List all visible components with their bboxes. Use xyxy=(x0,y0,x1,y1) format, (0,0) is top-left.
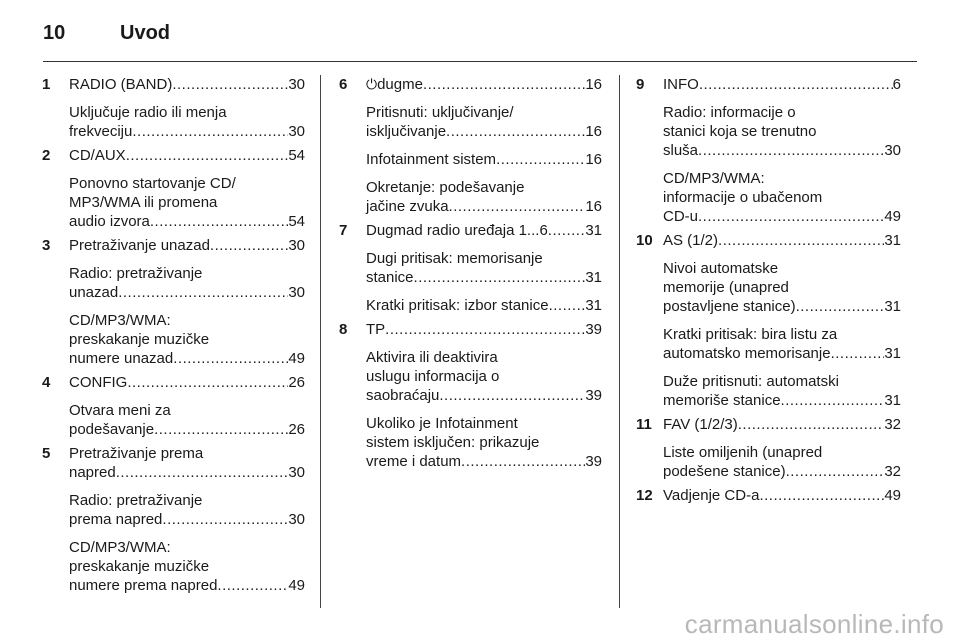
entry-text: Ukoliko je Infotainment xyxy=(366,415,518,432)
leader-dots xyxy=(698,207,884,226)
entry-text: dugme xyxy=(377,76,423,93)
entry-line xyxy=(663,122,901,141)
entry-paragraph xyxy=(69,491,305,529)
entry-line xyxy=(69,311,305,330)
leader-dots xyxy=(549,296,586,315)
entry-line xyxy=(366,197,602,216)
entry-body xyxy=(69,146,305,231)
entry-line xyxy=(366,386,602,405)
index-entry xyxy=(42,146,305,231)
entry-paragraph xyxy=(69,264,305,302)
leader-dots xyxy=(738,415,885,434)
leader-dots xyxy=(423,75,585,94)
entry-line xyxy=(69,538,305,557)
entry-text: Dugmad radio uređaja 1...6 xyxy=(366,222,548,239)
entry-line xyxy=(663,188,901,207)
entry-number: 2 xyxy=(42,147,51,164)
entry-line xyxy=(366,452,602,471)
watermark: carmanualsonline.info xyxy=(684,609,944,639)
entry-text: saobraćaju xyxy=(366,387,440,404)
entry-line xyxy=(663,486,901,505)
entry-paragraph xyxy=(69,146,305,165)
entry-text: isključivanje xyxy=(366,123,447,140)
column-1 xyxy=(42,75,305,595)
entry-body xyxy=(366,320,602,471)
leader-dots xyxy=(698,141,884,160)
entry-text: Ponovno startovanje CD/ xyxy=(69,175,236,192)
entry-paragraph xyxy=(663,259,901,316)
entry-number: 5 xyxy=(42,445,51,462)
entry-text: uslugu informacija o xyxy=(366,368,500,385)
entry-line xyxy=(69,212,305,231)
entry-paragraph xyxy=(69,538,305,595)
page-reference[interactable]: 32 xyxy=(884,416,901,433)
entry-line xyxy=(366,249,602,268)
column-2 xyxy=(339,75,602,471)
entry-paragraph xyxy=(69,236,305,255)
leader-dots xyxy=(414,268,586,287)
entry-paragraph xyxy=(366,414,602,471)
entry-text: sistem isključen: prikazuje xyxy=(366,434,540,451)
entry-paragraph xyxy=(366,221,602,240)
entry-text: CD/MP3/WMA: xyxy=(69,312,171,329)
page-reference[interactable]: 49 xyxy=(288,577,305,594)
entry-body xyxy=(663,231,901,410)
page-reference[interactable]: 31 xyxy=(884,392,901,409)
entry-line xyxy=(366,122,602,141)
entry-paragraph xyxy=(69,311,305,368)
entry-text: Nivoi automatske xyxy=(663,260,779,277)
entry-line xyxy=(663,231,901,250)
entry-body xyxy=(663,75,901,226)
entry-body xyxy=(69,444,305,595)
column-divider xyxy=(619,75,620,608)
entry-number: 11 xyxy=(636,416,652,433)
page-reference[interactable]: 54 xyxy=(288,213,305,230)
leader-dots xyxy=(116,463,289,482)
entry-line xyxy=(69,373,305,392)
index-entry xyxy=(339,221,602,315)
entry-text: Radio: pretraživanje xyxy=(69,265,203,282)
entry-text: informacije o ubačenom xyxy=(663,189,823,206)
index-entry xyxy=(636,486,901,505)
page-reference[interactable]: 49 xyxy=(884,487,901,504)
entry-paragraph xyxy=(366,249,602,287)
entry-line xyxy=(69,491,305,510)
entry-text: Pritisnuti: uključivanje/ xyxy=(366,104,514,121)
page-reference[interactable]: 54 xyxy=(288,147,305,164)
index-entry xyxy=(42,236,305,368)
entry-text: Otvara meni za xyxy=(69,402,171,419)
entry-text: Radio: pretraživanje xyxy=(69,492,203,509)
entry-line xyxy=(69,576,305,595)
entry-text: CD/AUX xyxy=(69,147,126,164)
entry-body xyxy=(663,486,901,505)
entry-line xyxy=(366,75,602,94)
entry-text: Pretraživanje unazad xyxy=(69,237,210,254)
leader-dots xyxy=(154,420,288,439)
entry-number: 12 xyxy=(636,487,653,504)
index-entry xyxy=(636,75,901,226)
entry-body xyxy=(69,373,305,439)
index-entry xyxy=(636,231,901,410)
entry-line xyxy=(663,207,901,226)
entry-line xyxy=(69,557,305,576)
leader-dots xyxy=(126,146,289,165)
entry-line xyxy=(663,372,901,391)
entry-line xyxy=(663,75,901,94)
entry-text: preskakanje muzičke xyxy=(69,558,210,575)
entry-text: Duže pritisnuti: automatski xyxy=(663,373,839,390)
leader-dots xyxy=(449,197,586,216)
entry-number: 8 xyxy=(339,321,348,338)
leader-dots xyxy=(118,283,288,302)
leader-dots xyxy=(718,231,884,250)
entry-text: numere unazad xyxy=(69,350,174,367)
power-icon: ⏻ xyxy=(366,76,378,92)
entry-paragraph xyxy=(366,296,602,315)
entry-line xyxy=(366,178,602,197)
entry-text: CD/MP3/WMA: xyxy=(69,539,171,556)
entry-paragraph xyxy=(69,444,305,482)
page-reference[interactable]: 31 xyxy=(884,232,901,249)
entry-line xyxy=(366,367,602,386)
page-reference[interactable]: 30 xyxy=(288,123,305,140)
entry-line xyxy=(69,122,305,141)
page-reference[interactable]: 30 xyxy=(288,464,305,481)
entry-line xyxy=(69,283,305,302)
entry-text: AS (1/2) xyxy=(663,232,719,249)
entry-line xyxy=(663,443,901,462)
entry-paragraph xyxy=(663,231,901,250)
entry-paragraph xyxy=(366,320,602,339)
page-reference[interactable]: 39 xyxy=(585,321,602,338)
entry-line xyxy=(69,264,305,283)
leader-dots xyxy=(496,150,585,169)
index-entry xyxy=(339,320,602,471)
entry-line xyxy=(69,463,305,482)
entry-number: 3 xyxy=(42,237,51,254)
page-reference[interactable]: 32 xyxy=(884,463,901,480)
entry-line xyxy=(69,146,305,165)
page-reference[interactable]: 26 xyxy=(288,374,305,391)
entry-paragraph xyxy=(69,373,305,392)
entry-line xyxy=(663,391,901,410)
entry-number: 7 xyxy=(339,222,348,239)
page-reference[interactable]: 39 xyxy=(585,387,602,404)
entry-paragraph xyxy=(663,415,901,434)
entry-line xyxy=(69,444,305,463)
leader-dots xyxy=(172,75,288,94)
page-reference[interactable]: 31 xyxy=(585,222,602,239)
leader-dots xyxy=(548,221,586,240)
index-entry xyxy=(42,75,305,141)
page-reference[interactable]: 31 xyxy=(585,297,602,314)
entry-text: MP3/WMA ili promena xyxy=(69,194,218,211)
entry-line xyxy=(366,150,602,169)
entry-text: Vadjenje CD-a xyxy=(663,487,760,504)
leader-dots xyxy=(439,386,585,405)
entry-text: Uključuje radio ili menja xyxy=(69,104,227,121)
entry-body xyxy=(366,75,602,216)
page-reference[interactable]: 16 xyxy=(585,198,602,215)
entry-text: Okretanje: podešavanje xyxy=(366,179,525,196)
leader-dots xyxy=(461,452,585,471)
entry-line xyxy=(69,236,305,255)
entry-text: Infotainment sistem xyxy=(366,151,497,168)
page-number: 10 xyxy=(43,21,66,44)
entry-line xyxy=(663,103,901,122)
entry-paragraph xyxy=(366,150,602,169)
page-reference[interactable]: 30 xyxy=(288,237,305,254)
page-reference[interactable]: 31 xyxy=(585,269,602,286)
page-reference[interactable]: 6 xyxy=(892,76,901,93)
entry-text: postavljene stanice) xyxy=(663,298,796,315)
header-rule xyxy=(43,61,917,62)
entry-text: stanice xyxy=(366,269,414,286)
entry-text: RADIO (BAND) xyxy=(69,76,173,93)
entry-number: 9 xyxy=(636,76,645,93)
entry-text: podešene stanice) xyxy=(663,463,786,480)
leader-dots xyxy=(786,462,885,481)
entry-text: unazad xyxy=(69,284,119,301)
entry-text: Kratki pritisak: bira listu za xyxy=(663,326,838,343)
entry-paragraph xyxy=(663,372,901,410)
page-reference[interactable]: 30 xyxy=(288,284,305,301)
page-reference[interactable]: 49 xyxy=(288,350,305,367)
entry-text: INFO xyxy=(663,76,699,93)
entry-line xyxy=(366,414,602,433)
entry-line xyxy=(366,268,602,287)
entry-text: memoriše stanice xyxy=(663,392,781,409)
entry-body xyxy=(663,415,901,481)
entry-text: podešavanje xyxy=(69,421,155,438)
entry-text: Liste omiljenih (unapred xyxy=(663,444,823,461)
entry-text: napred xyxy=(69,464,116,481)
page-reference[interactable]: 30 xyxy=(288,511,305,528)
entry-line xyxy=(366,296,602,315)
index-entry xyxy=(42,444,305,595)
entry-line xyxy=(663,344,901,363)
entry-text: numere prema napred xyxy=(69,577,218,594)
entry-paragraph xyxy=(69,174,305,231)
page-reference[interactable]: 31 xyxy=(884,298,901,315)
entry-line xyxy=(69,75,305,94)
entry-line xyxy=(663,141,901,160)
entry-text: FAV (1/2/3) xyxy=(663,416,738,433)
leader-dots xyxy=(127,373,288,392)
entry-text: CD-u xyxy=(663,208,699,225)
leader-dots xyxy=(162,510,288,529)
leader-dots xyxy=(796,297,885,316)
entry-line xyxy=(663,462,901,481)
entry-paragraph xyxy=(663,103,901,160)
entry-text: Radio: informacije o xyxy=(663,104,796,121)
leader-dots xyxy=(759,486,884,505)
entry-line xyxy=(69,420,305,439)
page-header xyxy=(43,16,170,50)
leader-dots xyxy=(217,576,288,595)
entry-text: audio izvora xyxy=(69,213,150,230)
entry-text: Kratki pritisak: izbor stanice xyxy=(366,297,549,314)
entry-text: stanici koja se trenutno xyxy=(663,123,817,140)
entry-paragraph xyxy=(69,401,305,439)
entry-body xyxy=(69,236,305,368)
entry-text: memorije (unapred xyxy=(663,279,789,296)
entry-text: prema napred xyxy=(69,511,163,528)
entry-line xyxy=(366,221,602,240)
entry-line xyxy=(69,330,305,349)
column-divider xyxy=(320,75,321,608)
page-reference[interactable]: 39 xyxy=(585,453,602,470)
entry-line xyxy=(663,169,901,188)
entry-body xyxy=(366,221,602,315)
entry-line xyxy=(69,510,305,529)
entry-line xyxy=(69,401,305,420)
entry-paragraph xyxy=(366,178,602,216)
column-3 xyxy=(636,75,901,505)
page-reference[interactable]: 30 xyxy=(884,142,901,159)
page-reference[interactable]: 26 xyxy=(288,421,305,438)
entry-text: sluša xyxy=(663,142,699,159)
leader-dots xyxy=(699,75,893,94)
entry-line xyxy=(663,297,901,316)
entry-line xyxy=(69,103,305,122)
page-reference[interactable]: 16 xyxy=(585,123,602,140)
entry-text: jačine zvuka xyxy=(366,198,449,215)
entry-paragraph xyxy=(69,75,305,94)
entry-number: 10 xyxy=(636,232,653,249)
entry-line xyxy=(663,415,901,434)
entry-text: frekveciju xyxy=(69,123,133,140)
entry-paragraph xyxy=(663,75,901,94)
entry-paragraph xyxy=(663,169,901,226)
entry-line xyxy=(366,103,602,122)
leader-dots xyxy=(150,212,288,231)
page-reference[interactable]: 31 xyxy=(884,345,901,362)
entry-body xyxy=(69,75,305,141)
entry-paragraph xyxy=(663,443,901,481)
page-reference[interactable]: 30 xyxy=(288,76,305,93)
leader-dots xyxy=(831,344,885,363)
entry-text: automatsko memorisanje xyxy=(663,345,831,362)
leader-dots xyxy=(781,391,885,410)
entry-line xyxy=(366,433,602,452)
page-reference[interactable]: 16 xyxy=(585,151,602,168)
entry-line xyxy=(366,320,602,339)
entry-paragraph xyxy=(69,103,305,141)
entry-line xyxy=(69,193,305,212)
entry-paragraph xyxy=(663,325,901,363)
entry-text: CD/MP3/WMA: xyxy=(663,170,765,187)
leader-dots xyxy=(446,122,585,141)
entry-line xyxy=(663,278,901,297)
entry-text: TP xyxy=(366,321,386,338)
page-reference[interactable]: 16 xyxy=(585,76,602,93)
leader-dots xyxy=(210,236,288,255)
entry-paragraph xyxy=(366,75,602,94)
entry-line xyxy=(69,174,305,193)
entry-number: 6 xyxy=(339,76,348,93)
index-entry xyxy=(42,373,305,439)
entry-paragraph xyxy=(366,348,602,405)
index-entry xyxy=(636,415,901,481)
entry-text: vreme i datum xyxy=(366,453,462,470)
page-title: Uvod xyxy=(120,21,170,44)
leader-dots xyxy=(385,320,585,339)
leader-dots xyxy=(132,122,288,141)
entry-paragraph xyxy=(366,103,602,141)
entry-text: Dugi pritisak: memorisanje xyxy=(366,250,543,267)
entry-text: preskakanje muzičke xyxy=(69,331,210,348)
page-reference[interactable]: 49 xyxy=(884,208,901,225)
entry-line xyxy=(663,259,901,278)
entry-line xyxy=(69,349,305,368)
entry-line xyxy=(663,325,901,344)
entry-text: Aktivira ili deaktivira xyxy=(366,349,498,366)
index-entry xyxy=(339,75,602,216)
leader-dots xyxy=(173,349,288,368)
entry-paragraph xyxy=(663,486,901,505)
entry-number: 4 xyxy=(42,374,51,391)
entry-text: Pretraživanje prema xyxy=(69,445,204,462)
entry-number: 1 xyxy=(42,76,51,93)
entry-text: CONFIG xyxy=(69,374,128,391)
entry-line xyxy=(366,348,602,367)
